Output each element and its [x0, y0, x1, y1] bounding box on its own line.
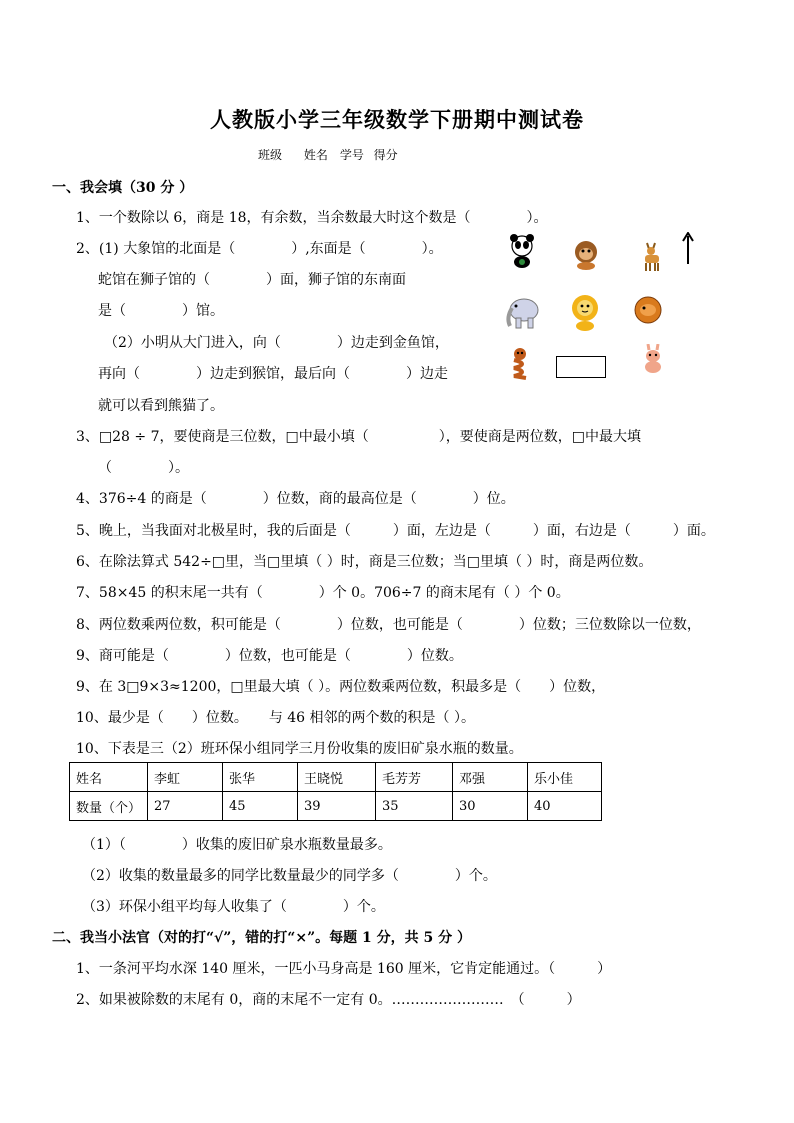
question-2-line-2: 蛇馆在狮子馆的（ ）面，狮子馆的东南面	[98, 272, 406, 288]
table-header-cell: 毛芳芳	[376, 763, 453, 792]
question-6: 6、在除法算式 542÷□里，当□里填（ ）时，商是三位数；当□里填（ ）时，商是两位数。	[76, 554, 653, 570]
table-header-cell: 姓名	[70, 763, 148, 792]
table-cell: 30	[453, 792, 528, 821]
page-title: 人教版小学三年级数学下册期中测试卷	[210, 107, 584, 132]
table-header-cell: 乐小佳	[528, 763, 602, 792]
table-question-3: （3）环保小组平均每人收集了（ ）个。	[82, 899, 385, 915]
table-question-1: （1）（ ）收集的废旧矿泉水瓶数量最多。	[82, 837, 392, 853]
question-4: 4、376÷4 的商是（ ）位数，商的最高位是（ ）位。	[76, 491, 515, 507]
question-2-line-6: 就可以看到熊猫了。	[98, 398, 224, 414]
table-header-cell: 张华	[223, 763, 298, 792]
elephant-icon	[504, 294, 542, 330]
question-9b: 9、在 3□9×3≈1200，□里最大填（ ）。两位数乘两位数，积最多是（ ）位数，	[76, 679, 606, 695]
table-header-row	[70, 763, 602, 792]
rabbit-icon	[640, 344, 666, 374]
table-question-2: （2）收集的数量最多的同学比数量最少的同学多（ ）个。	[82, 868, 497, 884]
table-cell: 35	[376, 792, 453, 821]
bottle-count-table	[69, 762, 602, 821]
judge-question-2: 2、如果被除数的末尾有 0，商的末尾不一定有 0。…………………… （ ）	[76, 992, 581, 1008]
table-header-cell: 王晓悦	[298, 763, 376, 792]
table-header-cell: 邓强	[453, 763, 528, 792]
question-1: 1、一个数除以 6，商是 18，有余数，当余数最大时这个数是（ ）。	[76, 210, 548, 226]
table-cell: 数量（个）	[70, 792, 148, 821]
question-8: 8、两位数乘两位数，积可能是（ ）位数，也可能是（ ）位数；三位数除以一位数，	[76, 617, 701, 633]
table-cell: 27	[148, 792, 223, 821]
question-7: 7、58×45 的积末尾一共有（ ）个 0。706÷7 的商末尾有（ ）个 0。	[76, 585, 570, 601]
question-9a: 9、商可能是（ ）位数，也可能是（ ）位数。	[76, 648, 463, 664]
table-cell: 39	[298, 792, 376, 821]
north-arrow-icon	[681, 232, 695, 264]
gate-box	[556, 356, 606, 378]
goldfish-icon	[632, 294, 664, 326]
lion-icon	[568, 294, 602, 332]
monkey-icon	[570, 238, 602, 270]
question-10b: 10、下表是三（2）班环保小组同学三月份收集的废旧矿泉水瓶的数量。	[76, 741, 523, 757]
question-2-line-4: （2）小明从大门进入，向（ ）边走到金鱼馆，	[104, 335, 449, 351]
question-2-line-1: 2、(1) 大象馆的北面是（ ）,东面是（ ）。	[76, 241, 443, 257]
table-cell: 40	[528, 792, 602, 821]
question-10a: 10、最少是（ ）位数。 与 46 相邻的两个数的积是（ ）。	[76, 710, 475, 726]
question-3-line-2: （ ）。	[98, 460, 189, 476]
deer-icon	[636, 240, 668, 272]
section-2-heading: 二、我当小法官（对的打“√”，错的打“×”。每题 1 分，共 5 分 ）	[52, 930, 471, 946]
table-cell: 45	[223, 792, 298, 821]
section-1-heading: 一、我会填（30 分 ）	[52, 180, 194, 196]
student-info-line: 班级 姓名 学号 得分	[258, 148, 398, 162]
question-5: 5、晚上，当我面对北极星时，我的后面是（ ）面，左边是（ ）面，右边是（ ）面。	[76, 523, 715, 539]
judge-question-1: 1、一条河平均水深 140 厘米，一匹小马身高是 160 厘米，它肯定能通过。（ ）	[76, 961, 612, 977]
panda-icon	[506, 234, 538, 266]
table-row	[70, 792, 602, 821]
table-header-cell: 李虹	[148, 763, 223, 792]
question-3-line-1: 3、□28 ÷ 7，要使商是三位数，□中最小填（ ），要使商是两位数，□中最大填	[76, 429, 641, 445]
snake-icon	[506, 346, 534, 380]
question-2-line-5: 再向（ ）边走到猴馆，最后向（ ）边走	[98, 366, 448, 382]
question-2-line-3: 是（ ）馆。	[98, 303, 224, 319]
